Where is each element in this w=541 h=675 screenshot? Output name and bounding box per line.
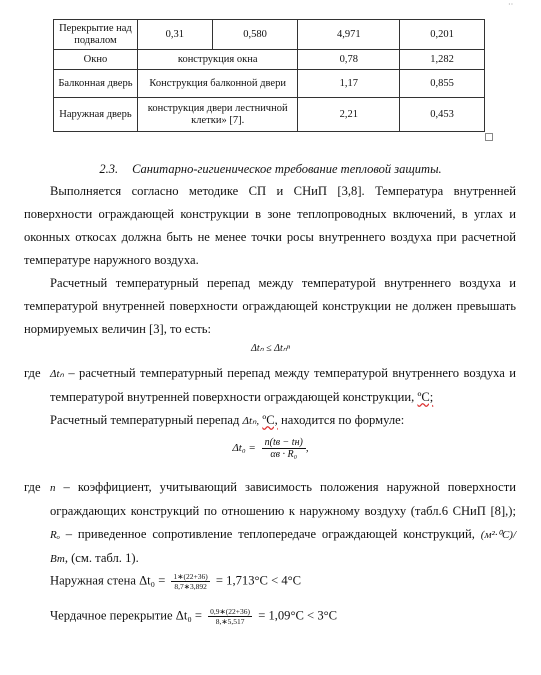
table-cell: 1,282: [400, 50, 485, 70]
table-cell: 0,580: [212, 20, 298, 50]
formula-tail: ,: [305, 442, 309, 455]
where-label: где: [24, 480, 41, 494]
table-row: [54, 20, 485, 50]
calc-result: = 1,09°C < 3°C: [258, 608, 338, 623]
table-cell: 4,971: [298, 20, 400, 50]
table-cell: 0,855: [400, 70, 485, 98]
calc-result: = 1,713°C < 4°C: [215, 573, 302, 588]
calc-numerator: 0,9∗(22+36): [210, 607, 251, 616]
table-cell: Окно: [54, 50, 138, 70]
table-cell: конструкция двери лестничной клетки» [7].: [137, 98, 298, 132]
formula-delta-t0: [0, 437, 541, 460]
table-cell: Конструкция балконной двери: [137, 70, 298, 98]
table-cell: Наружная дверь: [54, 98, 138, 132]
calc-numerator: 1∗(22+36): [173, 572, 208, 581]
paragraph-1: Выполняется согласно методике СП и СНиП [3,8]. Температура внутренней поверхности ограждающей конструкции в зоне теплопроводных включений, в углах и оконных откосах должна быть не менее точки росы внутреннего воздуха при расчетной температуре наружного воздуха.: [24, 184, 516, 267]
symbol-delta-t: Δtₙ,: [242, 415, 260, 427]
paragraph-2: Расчетный температурный перепад между температурой внутреннего воздуха и температурой внутренней поверхности ограждающей конструкции не должен превышать нормируемых величин [3], то есть:: [24, 276, 516, 336]
table-cell: Балконная дверь: [54, 70, 138, 98]
where-definition-2: [50, 476, 516, 571]
calc-label: Чердачное перекрытие Δt₀ =: [50, 608, 202, 623]
table-cell: конструкция окна: [137, 50, 298, 70]
para3-suffix: находится по формуле:: [280, 413, 405, 427]
where-label: где: [24, 366, 41, 380]
calc-denominator: 8,7∗3,892: [174, 582, 207, 591]
calc-fraction: [171, 572, 209, 591]
formula-denominator: αв · R₀: [270, 449, 298, 460]
section-number: 2.3.: [99, 162, 119, 176]
table-cell: 0,78: [298, 50, 400, 70]
units-text: (м²·⁰С)/ Вт: [50, 529, 516, 565]
symbol-n: n: [50, 482, 56, 494]
table-cell: 0,201: [400, 20, 485, 50]
symbol-r0: Rₒ: [50, 529, 60, 541]
unit-text: ºС,: [262, 413, 278, 427]
table-cell: 1,17: [298, 70, 400, 98]
where-definition-1: [50, 362, 516, 409]
formula-numerator: n(tв − tн): [262, 437, 306, 449]
table-row: [54, 70, 485, 98]
table-row: [54, 50, 485, 70]
reference-text: , (см. табл. 1).: [64, 551, 139, 565]
definition-text: – приведенное сопротивление теплопередаче ограждающей конструкций,: [65, 527, 475, 541]
calc-attic-floor: [50, 607, 337, 626]
formula-lhs: Δt₀ =: [232, 442, 256, 455]
unit-text: ºС;: [417, 390, 434, 404]
section-heading: [0, 162, 541, 177]
section-title: Санитарно-гигиеническое требование тепловой защиты.: [132, 162, 442, 176]
symbol-delta-t: Δtₙ: [50, 368, 64, 380]
table-cell: 2,21: [298, 98, 400, 132]
table-cell: 0,453: [400, 98, 485, 132]
paragraph-3: [24, 409, 516, 433]
calc-label: Наружная стена Δt₀ =: [50, 573, 166, 588]
calc-denominator: 8,∗5,517: [215, 617, 245, 626]
table-cell: 0,31: [137, 20, 212, 50]
calc-outer-wall: [50, 572, 301, 591]
table-cell: Перекрытие над подвалом: [54, 20, 138, 50]
definition-text: – расчетный температурный перепад между температурой внутреннего воздуха и температурой внутренней поверхности ограждающей конструкции,: [50, 366, 516, 404]
formula-inequality: Δtₙ ≤ Δtₙⁿ: [251, 343, 290, 354]
table-resize-handle[interactable]: [485, 133, 493, 141]
calc-fraction: [208, 607, 252, 626]
table-row: [54, 98, 485, 132]
page-corner-mark: ··: [508, 0, 514, 9]
para3-prefix: Расчетный температурный перепад: [50, 413, 240, 427]
formula-fraction: [262, 437, 306, 460]
definition-text: – коэффициент, учитывающий зависимость положения наружной поверхности ограждающих конструкций по отношению к наружному воздуху (табл.6 СНиП [8],);: [50, 480, 516, 518]
thermal-table: [53, 19, 485, 132]
